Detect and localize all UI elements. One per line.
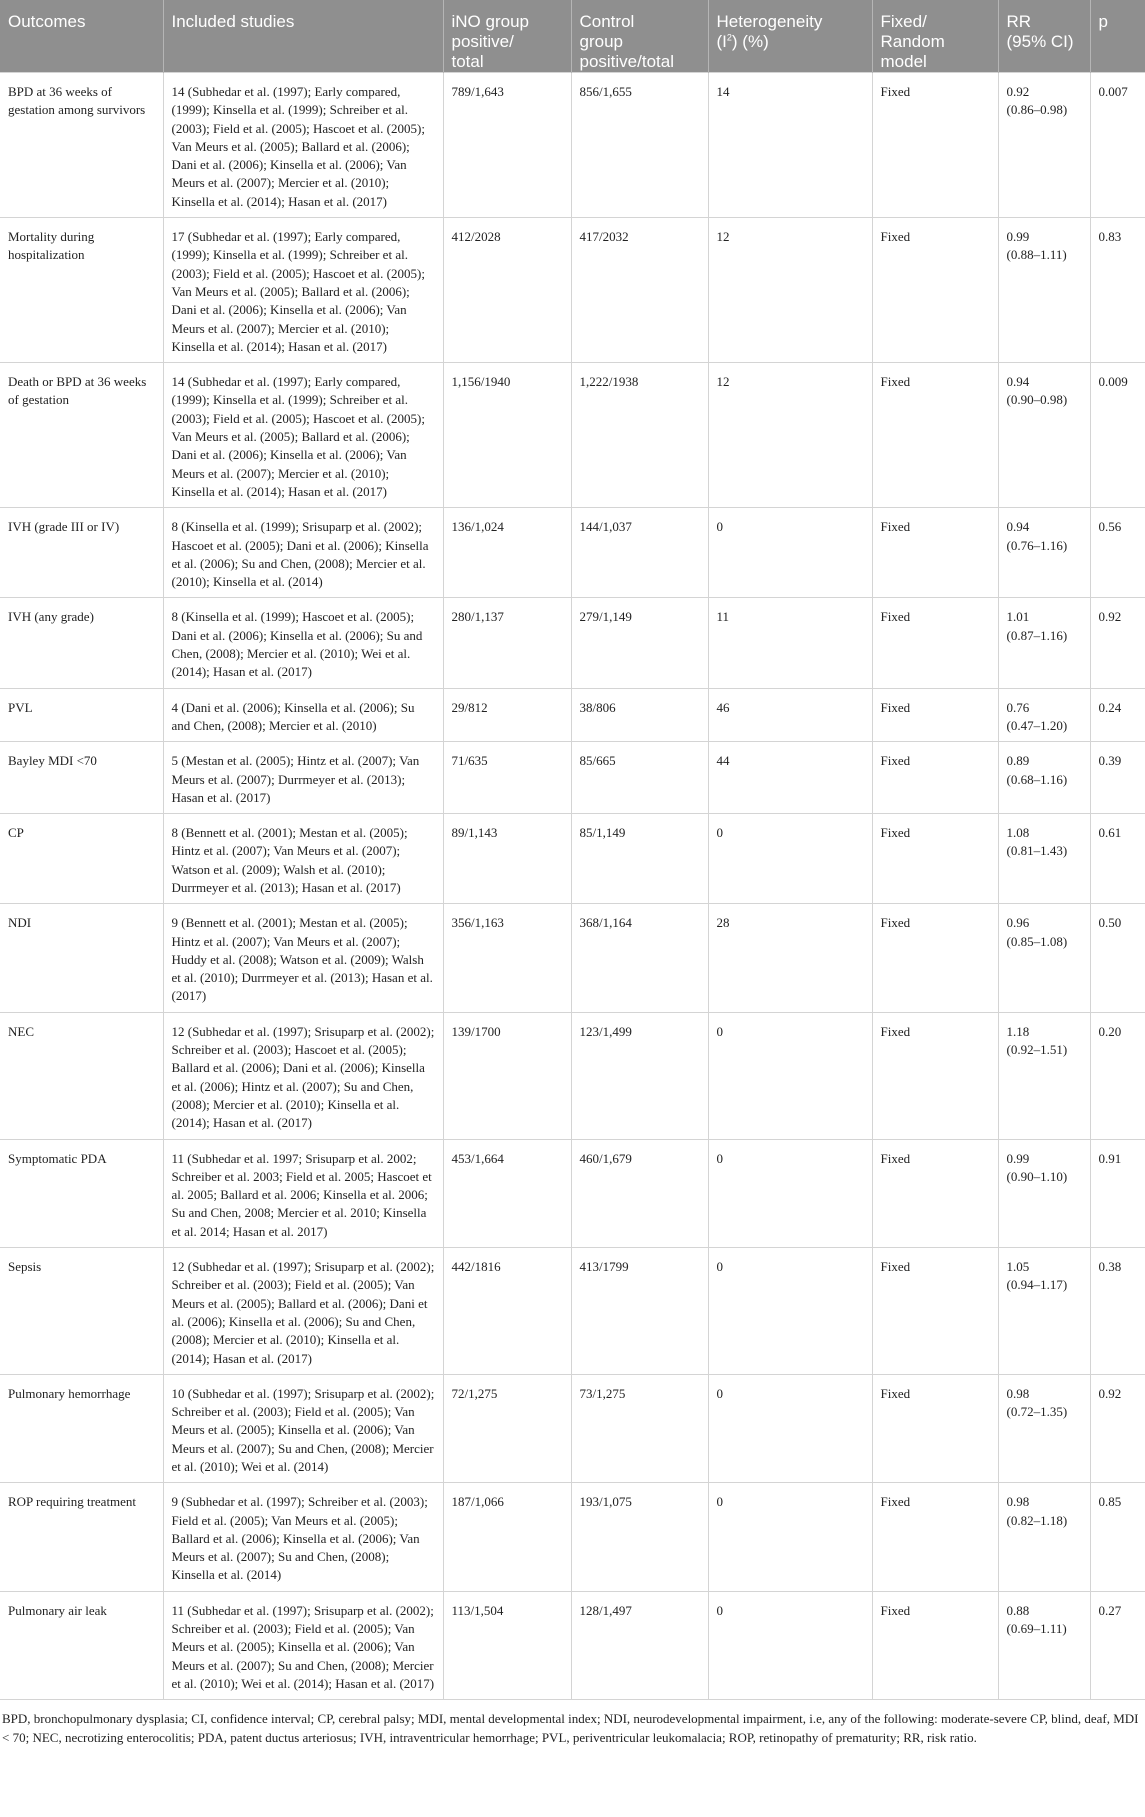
- cell-outcome: Pulmonary hemorrhage: [0, 1374, 163, 1482]
- rr-confidence-interval: (0.87–1.16): [1006, 627, 1068, 643]
- cell-rr: [998, 1591, 1090, 1699]
- cell-included-studies: 12 (Subhedar et al. (1997); Srisuparp et al. (2002); Schreiber et al. (2003); Field et al. (2005); Van Meurs et al. (2005); Ballard et al. (2006); Dani et al. (2006); Kinsella et al. (2006); Su and Chen, (2008); Mercier et al. (2010); Kinsella et al. (2014); Hasan et al. (2017): [163, 1248, 443, 1375]
- cell-ino-positive-total: 72/1,275: [443, 1374, 571, 1482]
- cell-rr: [998, 1483, 1090, 1591]
- rr-value: 1.18: [1006, 1023, 1030, 1039]
- rr-confidence-interval: (0.76–1.16): [1006, 537, 1068, 553]
- cell-rr: [998, 688, 1090, 742]
- cell-control-positive-total: 279/1,149: [571, 598, 708, 688]
- table-row: [0, 508, 1145, 598]
- table-row: [0, 598, 1145, 688]
- cell-p: 0.92: [1090, 598, 1145, 688]
- rr-value: 1.05: [1006, 1259, 1030, 1275]
- cell-ino-positive-total: 453/1,664: [443, 1139, 571, 1247]
- cell-heterogeneity: 0: [708, 1591, 872, 1699]
- cell-rr: [998, 1139, 1090, 1247]
- cell-p: 0.91: [1090, 1139, 1145, 1247]
- rr-confidence-interval: (0.82–1.18): [1006, 1512, 1068, 1528]
- cell-control-positive-total: 460/1,679: [571, 1139, 708, 1247]
- table-row: [0, 1248, 1145, 1375]
- rr-confidence-interval: (0.68–1.16): [1006, 771, 1068, 787]
- cell-control-positive-total: 856/1,655: [571, 73, 708, 218]
- cell-control-positive-total: 123/1,499: [571, 1012, 708, 1139]
- table-row: [0, 742, 1145, 814]
- cell-ino-positive-total: 139/1700: [443, 1012, 571, 1139]
- cell-heterogeneity: 0: [708, 1139, 872, 1247]
- cell-p: 0.83: [1090, 218, 1145, 363]
- rr-value: 1.08: [1006, 825, 1030, 841]
- cell-included-studies: 5 (Mestan et al. (2005); Hintz et al. (2007); Van Meurs et al. (2007); Durrmeyer et al. (2013); Hasan et al. (2017): [163, 742, 443, 814]
- cell-model: Fixed: [872, 1374, 998, 1482]
- rr-confidence-interval: (0.90–1.10): [1006, 1168, 1068, 1184]
- rr-confidence-interval: (0.69–1.11): [1006, 1621, 1067, 1637]
- cell-p: 0.24: [1090, 688, 1145, 742]
- cell-included-studies: 8 (Kinsella et al. (1999); Srisuparp et al. (2002); Hascoet et al. (2005); Dani et al. (2006); Kinsella et al. (2006); Su and Chen, (2008); Mercier et al. (2010); Kinsella et al. (2014): [163, 508, 443, 598]
- rr-confidence-interval: (0.90–0.98): [1006, 392, 1068, 408]
- cell-control-positive-total: 1,222/1938: [571, 363, 708, 508]
- cell-included-studies: 10 (Subhedar et al. (1997); Srisuparp et al. (2002); Schreiber et al. (2003); Field et al. (2005); Van Meurs et al. (2005); Kinsella et al. (2006); Van Meurs et al. (2007); Su and Chen, (2008); Mercier et al. (2010); Wei et al. (2014): [163, 1374, 443, 1482]
- header-model: Fixed/ Random model: [872, 0, 998, 73]
- cell-ino-positive-total: 280/1,137: [443, 598, 571, 688]
- header-rr: RR (95% CI): [998, 0, 1090, 73]
- cell-heterogeneity: 44: [708, 742, 872, 814]
- rr-value: 0.88: [1006, 1602, 1030, 1618]
- cell-outcome: Symptomatic PDA: [0, 1139, 163, 1247]
- cell-ino-positive-total: 187/1,066: [443, 1483, 571, 1591]
- cell-model: Fixed: [872, 508, 998, 598]
- cell-rr: [998, 742, 1090, 814]
- table-row: [0, 814, 1145, 904]
- cell-p: 0.50: [1090, 904, 1145, 1012]
- cell-rr: [998, 598, 1090, 688]
- rr-value: 0.89: [1006, 753, 1030, 769]
- header-heterogeneity: Heterogeneity $(I^2)$ (%): [708, 0, 872, 73]
- cell-outcome: Sepsis: [0, 1248, 163, 1375]
- cell-control-positive-total: 368/1,164: [571, 904, 708, 1012]
- rr-confidence-interval: (0.92–1.51): [1006, 1042, 1068, 1058]
- cell-included-studies: 8 (Bennett et al. (2001); Mestan et al. (2005); Hintz et al. (2007); Van Meurs et al. (2007); Watson et al. (2009); Walsh et al. (2010); Durrmeyer et al. (2013); Hasan et al. (2017): [163, 814, 443, 904]
- table-body: [0, 73, 1145, 1700]
- cell-included-studies: 17 (Subhedar et al. (1997); Early compared, (1999); Kinsella et al. (1999); Schreiber et al. (2003); Field et al. (2005); Hascoet et al. (2005); Van Meurs et al. (2005); Ballard et al. (2006); Dani et al. (2006); Kinsella et al. (2006); Van Meurs et al. (2007); Mercier et al. (2010); Kinsella et al. (2014); Hasan et al. (2017): [163, 218, 443, 363]
- cell-outcome: NDI: [0, 904, 163, 1012]
- cell-included-studies: 14 (Subhedar et al. (1997); Early compared, (1999); Kinsella et al. (1999); Schreiber et al. (2003); Field et al. (2005); Hascoet et al. (2005); Van Meurs et al. (2005); Ballard et al. (2006); Dani et al. (2006); Kinsella et al. (2006); Van Meurs et al. (2007); Mercier et al. (2010); Kinsella et al. (2014); Hasan et al. (2017): [163, 363, 443, 508]
- table-row: [0, 363, 1145, 508]
- cell-rr: [998, 363, 1090, 508]
- table-row: [0, 1012, 1145, 1139]
- cell-outcome: IVH (any grade): [0, 598, 163, 688]
- cell-control-positive-total: 413/1799: [571, 1248, 708, 1375]
- cell-control-positive-total: 38/806: [571, 688, 708, 742]
- cell-included-studies: 11 (Subhedar et al. (1997); Srisuparp et al. (2002); Schreiber et al. (2003); Field et al. (2005); Van Meurs et al. (2005); Kinsella et al. (2006); Van Meurs et al. (2007); Su and Chen, (2008); Mercier et al. (2010); Wei et al. (2014); Hasan et al. (2017): [163, 1591, 443, 1699]
- rr-value: 0.94: [1006, 519, 1030, 535]
- cell-outcome: IVH (grade III or IV): [0, 508, 163, 598]
- table-row: [0, 688, 1145, 742]
- header-control-group: Control group positive/total: [571, 0, 708, 73]
- cell-control-positive-total: 193/1,075: [571, 1483, 708, 1591]
- cell-p: 0.85: [1090, 1483, 1145, 1591]
- header-ino-group: iNO group positive/ total: [443, 0, 571, 73]
- cell-model: Fixed: [872, 742, 998, 814]
- cell-p: 0.38: [1090, 1248, 1145, 1375]
- rr-value: 0.76: [1006, 699, 1030, 715]
- rr-confidence-interval: (0.86–0.98): [1006, 102, 1068, 118]
- cell-ino-positive-total: 442/1816: [443, 1248, 571, 1375]
- rr-value: 0.92: [1006, 84, 1030, 99]
- table-row: [0, 1139, 1145, 1247]
- rr-value: 0.96: [1006, 915, 1030, 931]
- cell-heterogeneity: 12: [708, 218, 872, 363]
- rr-confidence-interval: (0.85–1.08): [1006, 933, 1068, 949]
- cell-model: Fixed: [872, 363, 998, 508]
- cell-rr: [998, 1248, 1090, 1375]
- cell-outcome: NEC: [0, 1012, 163, 1139]
- cell-heterogeneity: 0: [708, 814, 872, 904]
- cell-rr: [998, 1012, 1090, 1139]
- header-p: p: [1090, 0, 1145, 73]
- cell-model: Fixed: [872, 1248, 998, 1375]
- table-row: [0, 73, 1145, 218]
- table-row: [0, 1483, 1145, 1591]
- cell-heterogeneity: 0: [708, 508, 872, 598]
- cell-heterogeneity: 28: [708, 904, 872, 1012]
- cell-included-studies: 12 (Subhedar et al. (1997); Srisuparp et al. (2002); Schreiber et al. (2003); Hascoet et al. (2005); Ballard et al. (2006); Dani et al. (2006); Kinsella et al. (2006); Hintz et al. (2007); Su and Chen, (2008); Mercier et al. (2010); Kinsella et al. (2014); Hasan et al. (2017): [163, 1012, 443, 1139]
- cell-outcome: Mortality during hospitalization: [0, 218, 163, 363]
- cell-model: Fixed: [872, 904, 998, 1012]
- rr-confidence-interval: (0.88–1.11): [1006, 247, 1067, 263]
- cell-model: Fixed: [872, 598, 998, 688]
- cell-ino-positive-total: 789/1,643: [443, 73, 571, 218]
- rr-confidence-interval: (0.81–1.43): [1006, 843, 1068, 859]
- rr-confidence-interval: (0.47–1.20): [1006, 717, 1068, 733]
- cell-model: Fixed: [872, 688, 998, 742]
- cell-ino-positive-total: 136/1,024: [443, 508, 571, 598]
- cell-outcome: CP: [0, 814, 163, 904]
- rr-value: 1.01: [1006, 609, 1030, 625]
- cell-rr: [998, 73, 1090, 218]
- cell-heterogeneity: 0: [708, 1248, 872, 1375]
- rr-value: 0.94: [1006, 374, 1030, 390]
- cell-model: Fixed: [872, 1012, 998, 1139]
- cell-outcome: Pulmonary air leak: [0, 1591, 163, 1699]
- cell-control-positive-total: 85/1,149: [571, 814, 708, 904]
- cell-ino-positive-total: 113/1,504: [443, 1591, 571, 1699]
- cell-outcome: PVL: [0, 688, 163, 742]
- cell-p: 0.92: [1090, 1374, 1145, 1482]
- cell-heterogeneity: 14: [708, 73, 872, 218]
- cell-ino-positive-total: 29/812: [443, 688, 571, 742]
- cell-p: 0.007: [1090, 73, 1145, 218]
- cell-control-positive-total: 73/1,275: [571, 1374, 708, 1482]
- cell-rr: [998, 508, 1090, 598]
- cell-model: Fixed: [872, 814, 998, 904]
- cell-heterogeneity: 0: [708, 1374, 872, 1482]
- cell-p: 0.39: [1090, 742, 1145, 814]
- cell-rr: [998, 1374, 1090, 1482]
- table-row: [0, 1591, 1145, 1699]
- cell-ino-positive-total: 412/2028: [443, 218, 571, 363]
- cell-included-studies: 9 (Bennett et al. (2001); Mestan et al. (2005); Hintz et al. (2007); Van Meurs et al. (2007); Huddy et al. (2008); Watson et al. (2009); Walsh et al. (2010); Durrmeyer et al. (2013); Hasan et al. (2017): [163, 904, 443, 1012]
- cell-p: 0.56: [1090, 508, 1145, 598]
- cell-model: Fixed: [872, 1483, 998, 1591]
- rr-confidence-interval: (0.72–1.35): [1006, 1404, 1068, 1420]
- table-row: [0, 1374, 1145, 1482]
- header-row: [0, 0, 1145, 73]
- cell-heterogeneity: 12: [708, 363, 872, 508]
- cell-outcome: Bayley MDI <70: [0, 742, 163, 814]
- cell-included-studies: 8 (Kinsella et al. (1999); Hascoet et al. (2005); Dani et al. (2006); Kinsella et al. (2006); Su and Chen, (2008); Mercier et al. (2010); Wei et al. (2014); Hasan et al. (2017): [163, 598, 443, 688]
- cell-p: 0.27: [1090, 1591, 1145, 1699]
- rr-value: 0.99: [1006, 229, 1030, 245]
- cell-included-studies: 14 (Subhedar et al. (1997); Early compared, (1999); Kinsella et al. (1999); Schreiber et al. (2003); Field et al. (2005); Hascoet et al. (2005); Van Meurs et al. (2005); Ballard et al. (2006); Dani et al. (2006); Kinsella et al. (2006); Van Meurs et al. (2007); Mercier et al. (2010); Kinsella et al. (2014); Hasan et al. (2017): [163, 73, 443, 218]
- rr-value: 0.99: [1006, 1150, 1030, 1166]
- cell-ino-positive-total: 89/1,143: [443, 814, 571, 904]
- cell-rr: [998, 814, 1090, 904]
- header-outcomes: Outcomes: [0, 0, 163, 73]
- rr-value: 0.98: [1006, 1385, 1030, 1401]
- cell-included-studies: 11 (Subhedar et al. 1997; Srisuparp et al. 2002; Schreiber et al. 2003; Field et al. 2005; Hascoet et al. 2005; Ballard et al. 2006; Kinsella et al. 2006; Su and Chen, 2008; Mercier et al. 2010; Kinsella et al. 2014; Hasan et al. 2017): [163, 1139, 443, 1247]
- cell-p: 0.009: [1090, 363, 1145, 508]
- table-row: [0, 218, 1145, 363]
- cell-rr: [998, 904, 1090, 1012]
- cell-p: 0.61: [1090, 814, 1145, 904]
- cell-ino-positive-total: 71/635: [443, 742, 571, 814]
- cell-rr: [998, 218, 1090, 363]
- table-row: [0, 904, 1145, 1012]
- cell-heterogeneity: 0: [708, 1483, 872, 1591]
- cell-model: Fixed: [872, 73, 998, 218]
- cell-heterogeneity: 11: [708, 598, 872, 688]
- cell-control-positive-total: 417/2032: [571, 218, 708, 363]
- cell-outcome: BPD at 36 weeks of gestation among survivors: [0, 73, 163, 218]
- header-included-studies: Included studies: [163, 0, 443, 73]
- cell-control-positive-total: 128/1,497: [571, 1591, 708, 1699]
- cell-heterogeneity: 0: [708, 1012, 872, 1139]
- cell-outcome: Death or BPD at 36 weeks of gestation: [0, 363, 163, 508]
- cell-model: Fixed: [872, 1591, 998, 1699]
- rr-value: 0.98: [1006, 1494, 1030, 1510]
- cell-outcome: ROP requiring treatment: [0, 1483, 163, 1591]
- cell-heterogeneity: 46: [708, 688, 872, 742]
- cell-model: Fixed: [872, 218, 998, 363]
- cell-control-positive-total: 144/1,037: [571, 508, 708, 598]
- cell-ino-positive-total: 356/1,163: [443, 904, 571, 1012]
- rr-confidence-interval: (0.94–1.17): [1006, 1277, 1068, 1293]
- table-footnote: BPD, bronchopulmonary dysplasia; CI, confidence interval; CP, cerebral palsy; MDI, mental developmental index; NDI, neurodevelopmental impairment, i.e, any of the following: moderate-severe CP, blind, deaf, MDI < 70; NEC, necrotizing enterocolitis; PDA, patent ductus arteriosus; IVH, intraventricular hemorrhage; PVL, periventricular leukomalacia; ROP, retinopathy of prematurity; RR, risk ratio.: [2, 1711, 1139, 1745]
- cell-control-positive-total: 85/665: [571, 742, 708, 814]
- cell-included-studies: 9 (Subhedar et al. (1997); Schreiber et al. (2003); Field et al. (2005); Van Meurs et al. (2005); Ballard et al. (2006); Kinsella et al. (2006); Van Meurs et al. (2007); Su and Chen, (2008); Kinsella et al. (2014): [163, 1483, 443, 1591]
- cell-model: Fixed: [872, 1139, 998, 1247]
- cell-ino-positive-total: 1,156/1940: [443, 363, 571, 508]
- cell-included-studies: 4 (Dani et al. (2006); Kinsella et al. (2006); Su and Chen, (2008); Mercier et al. (2010): [163, 688, 443, 742]
- cell-p: 0.20: [1090, 1012, 1145, 1139]
